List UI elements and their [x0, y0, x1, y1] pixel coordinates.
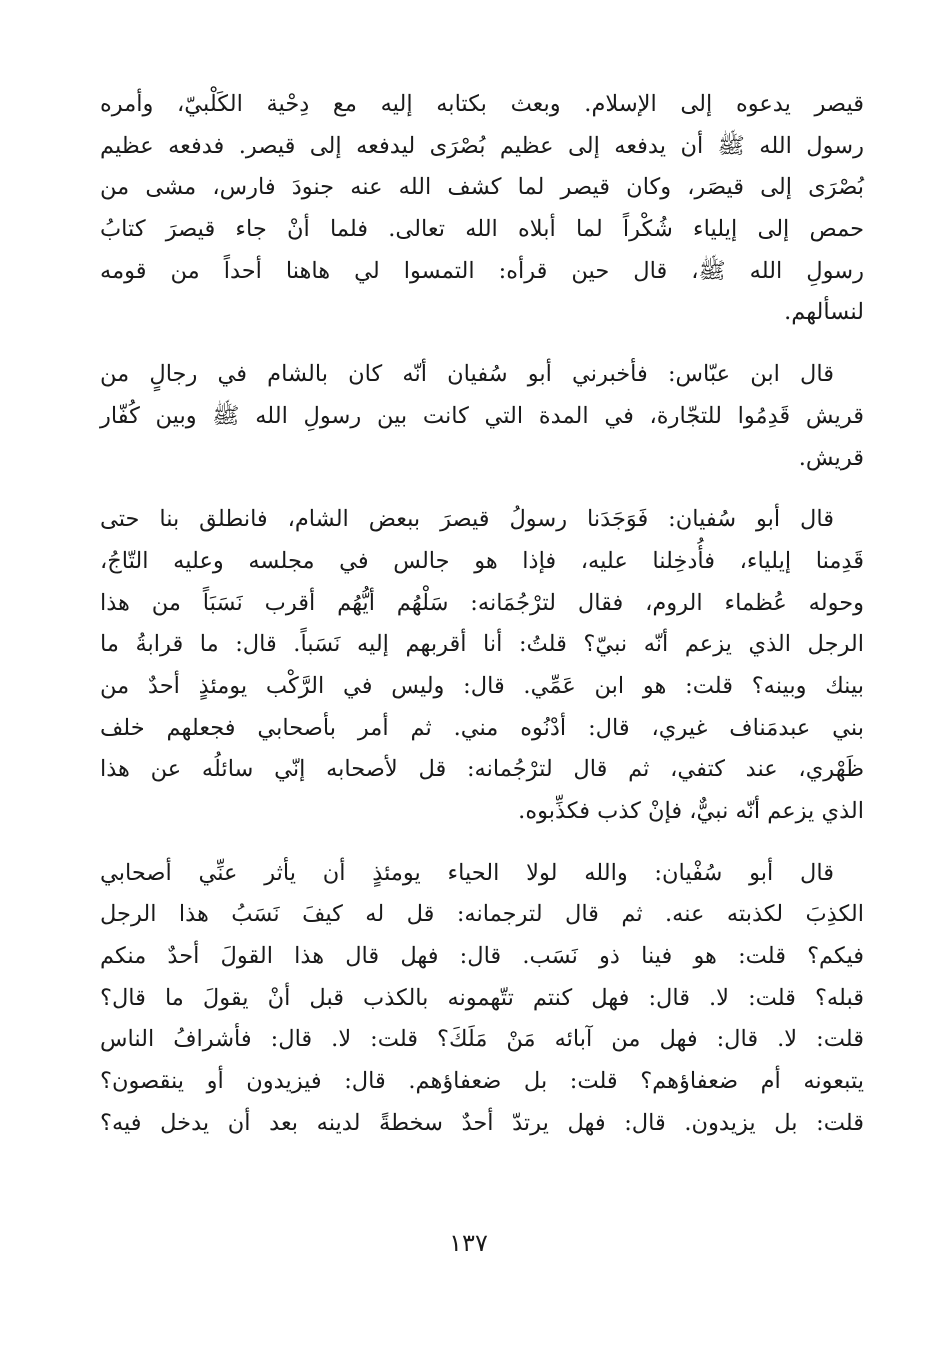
- text-line: قال أبو سُفيان: فَوَجَدَنا رسولُ قيصرَ ببعض الشام، فانطلق بنا حتى: [100, 506, 834, 533]
- text-line: قريش قَدِمُوا للتجّارة، في المدة التي كانت بين رسولِ الله ﷺ وبين كُفّار: [100, 402, 864, 429]
- text-line: قلت: لا. قال: فهل من آبائه مَنْ مَلَكَ؟ قلت: لا. قال: فأشرافُ الناس: [100, 1026, 864, 1053]
- text-line: قال أبو سُفْيان: والله لولا الحياء يومئذٍ أن يأثر عنِّي أصحابي: [100, 859, 834, 886]
- page-body: [100, 84, 864, 1165]
- text-line: حمص إلى إيلياء شُكْراً لما أبلاه الله تعالى. فلما أنْ جاء قيصرَ كتابُ: [100, 216, 864, 243]
- text-line: قَدِمنا إيلياء، فأُدخِلنا عليه، فإذا هو جالس في مجلسه وعليه التّاجُ،: [100, 547, 864, 574]
- text-line: يتبعونه أم ضعفاؤهم؟ قلت: بل ضعفاؤهم. قال: فيزيدون أو ينقصون؟: [100, 1068, 864, 1095]
- paragraph: [100, 354, 864, 479]
- paragraph: [100, 499, 864, 833]
- text-line: بينك وبينه؟ قلت: هو ابن عَمِّي. قال: وليس في الرَّكْب يومئذٍ أحدٌ من: [100, 672, 864, 699]
- text-line: وحوله عُظماء الروم، فقال لترْجُمَانه: سَلْهُم أيُّهُم أقرب نَسَبَاً من هذا: [100, 589, 864, 616]
- text-line: بني عبدمَناف غيري، قال: أدْنُوه مني. ثم أمر بأصحابي فجعلهم خلف: [100, 714, 864, 741]
- paragraph: [100, 84, 864, 334]
- text-line: قيصر يدعوه إلى الإسلام. وبعث بكتابه إليه مع دِحْية الكَلْبيّ، وأمره: [100, 91, 864, 117]
- text-line: الذي يزعم أنّه نبيٌّ، فإنْ كذب فكذِّبوه.: [518, 798, 864, 824]
- text-line: ظَهْري، عند كتفي، ثم قال لترْجُمانه: قل لأصحابه إنّي سائلُه عن هذا: [100, 756, 864, 783]
- text-line: قريش.: [798, 444, 864, 471]
- text-line: بُصْرَى إلى قيصَر، وكان قيصر لما كشف الله عنه جنودَ فارس، مشى من: [100, 174, 864, 201]
- page-number: ١٣٧: [449, 1229, 488, 1257]
- text-line: لنسألهم.: [784, 299, 864, 326]
- paragraph: [100, 853, 864, 1145]
- text-line: رسول الله ﷺ أن يدفعه إلى عظيم بُصْرَى ليدفعه إلى قيصر. فدفعه عظيم: [100, 132, 864, 159]
- text-line: قبله؟ قلت: لا. قال: فهل كنتم تتّهمونه بالكذب قبل أنْ يقولَ ما قال؟: [100, 984, 864, 1011]
- text-line: قال ابن عبّاس: فأخبرني أبو سُفيان أنّه كان بالشام في رجالٍ من: [100, 361, 834, 388]
- text-line: الرجل الذي يزعم أنّه نبيّ؟ قلتُ: أنا أقربهم إليه نَسَباً. قال: ما قرابةُ ما: [100, 631, 864, 658]
- text-line: الكذِبَ لكذبته عنه. ثم قال لترجمانه: قل له كيفَ نَسَبُ هذا الرجل: [100, 901, 864, 928]
- text-line: رسولِ الله ﷺ، قال حين قرأه: التمسوا لي هاهنا أحداً من قومه: [100, 257, 864, 284]
- text-line: فيكم؟ قلت: هو فينا ذو نَسَب. قال: فهل قال هذا القولَ أحدٌ منكم: [100, 943, 864, 970]
- text-line: قلت: بل يزيدون. قال: فهل يرتدّ أحدٌ سخطةً لدينه بعد أن يدخل فيه؟: [100, 1109, 864, 1136]
